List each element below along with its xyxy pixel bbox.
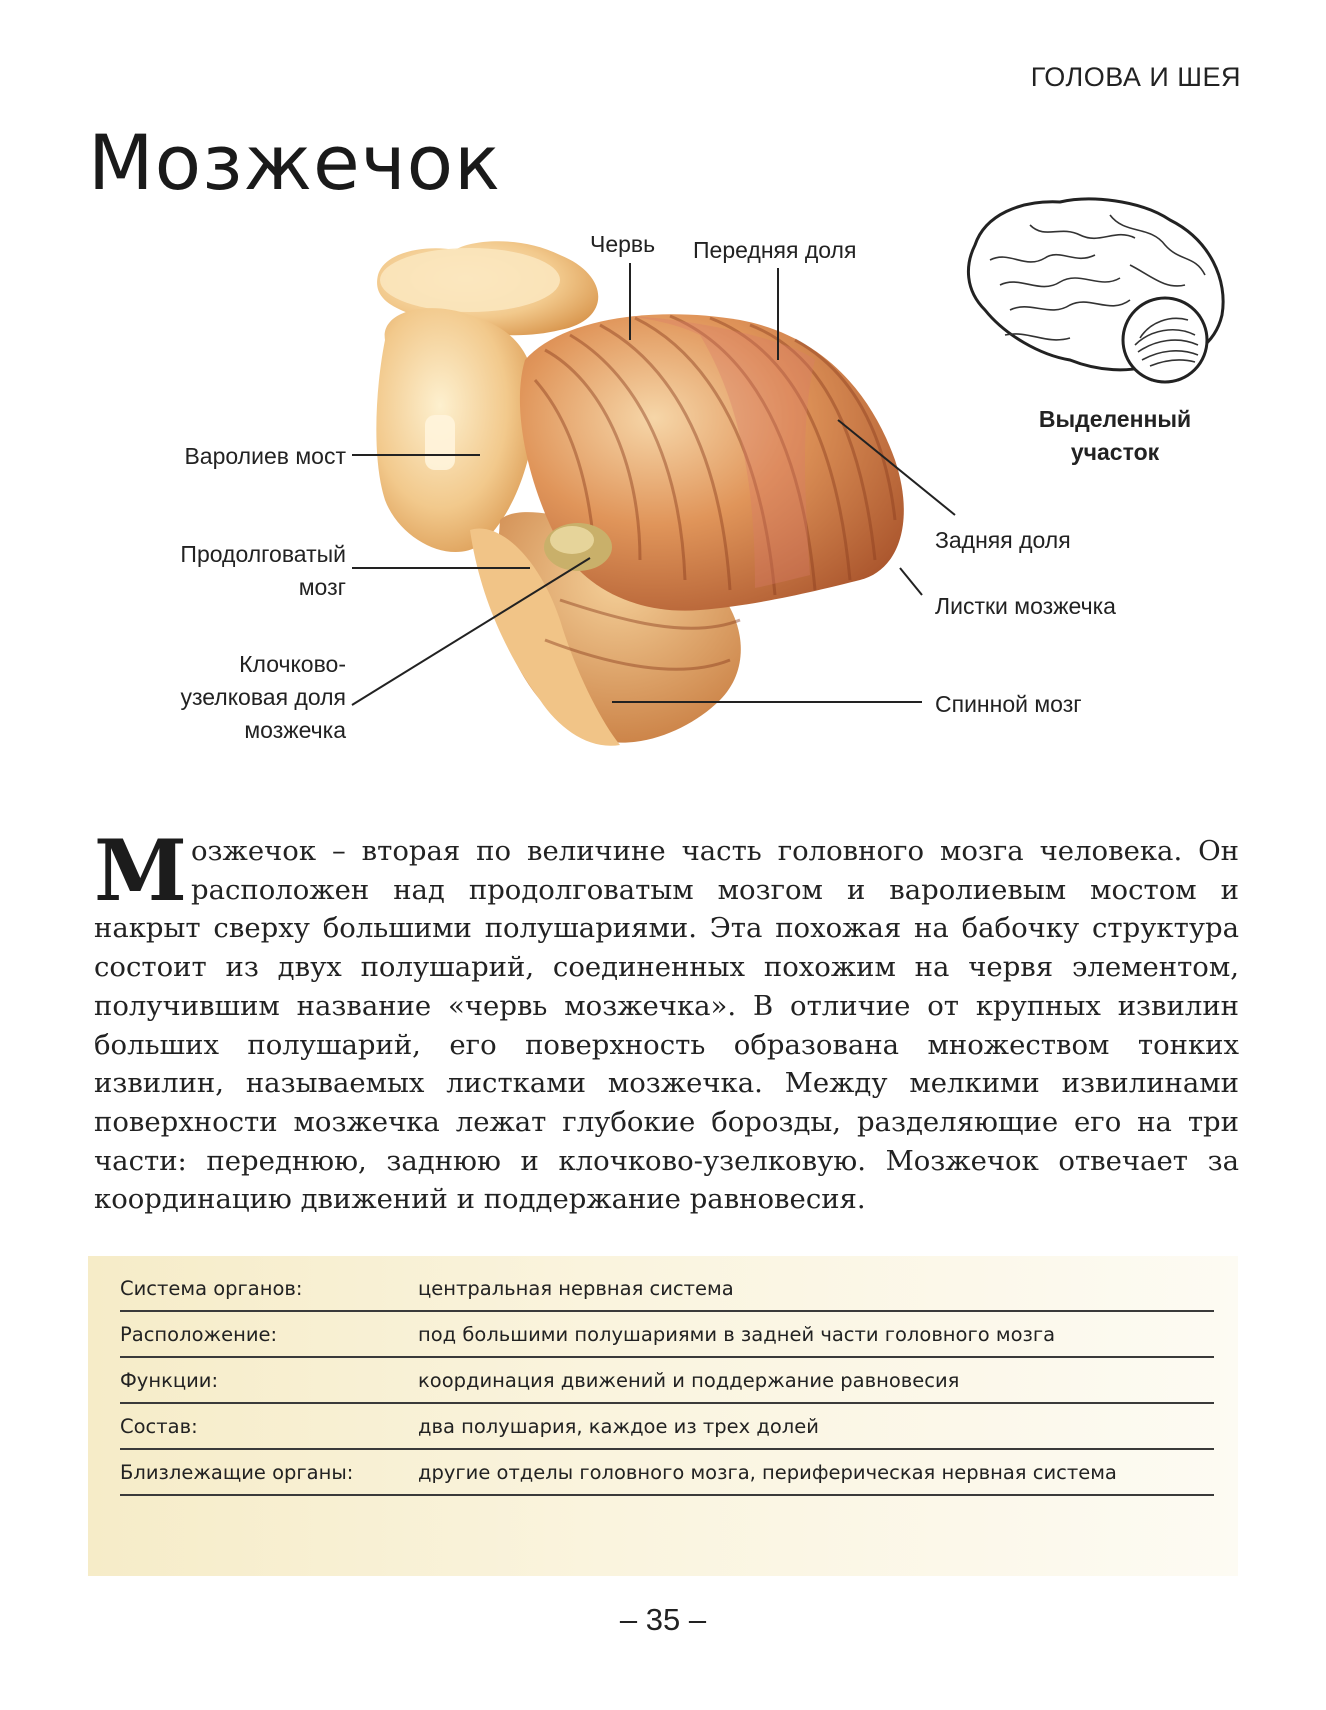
- section-header: ГОЛОВА И ШЕЯ: [1030, 62, 1241, 92]
- table-value: два полушария, каждое из трех долей: [418, 1403, 1214, 1449]
- label-flocculo-line1: Клочково-: [239, 651, 346, 677]
- label-medulla-line1: Продолговатый: [180, 541, 346, 567]
- table-row: [120, 1357, 1214, 1403]
- label-flocculo-line2: узелковая доля: [180, 684, 346, 710]
- label-pons: Варолиев мост: [184, 443, 346, 469]
- body-paragraph: [94, 821, 1239, 1219]
- label-folia: Листки мозжечка: [935, 593, 1116, 619]
- label-medulla-line2: мозг: [298, 574, 346, 600]
- table-row: [120, 1311, 1214, 1357]
- label-vermis: Червь: [590, 231, 656, 257]
- info-table: [120, 1266, 1214, 1496]
- table-key: Функции:: [120, 1357, 418, 1403]
- table-value: под большими полушариями в задней части головного мозга: [418, 1311, 1214, 1357]
- cerebellum-figure: [0, 0, 1326, 800]
- dropcap: М: [94, 821, 187, 920]
- page-title: Мозжечок: [88, 118, 502, 207]
- table-row: [120, 1266, 1214, 1311]
- table-value: другие отделы головного мозга, периферическая нервная система: [418, 1449, 1214, 1495]
- inset-caption: Выделенный участок: [1038, 406, 1192, 465]
- table-row: [120, 1449, 1214, 1495]
- label-posterior-lobe: Задняя доля: [935, 527, 1071, 553]
- table-value: координация движений и поддержание равновесия: [418, 1357, 1214, 1403]
- page-number: – 35 –: [619, 1602, 707, 1637]
- table-key: Расположение:: [120, 1311, 418, 1357]
- label-flocculonodular-lobe: [110, 648, 346, 747]
- label-spinal-cord: Спинной мозг: [935, 691, 1082, 717]
- brain-inset-icon: [968, 199, 1223, 382]
- table-row: [120, 1403, 1214, 1449]
- body-text: озжечок – вторая по величине часть головного мозга человека. Он расположен над продолговатым мозгом и варолиевым мостом и накрыт сверху большими полушариями. Эта похожая на бабочку структура состоит из двух полушарий, соединенных похожим на червя элементом, получившим название «червь мозжечка». В отличие от крупных извилин больших полушарий, его поверхность образована множеством тонких извилин, называемых листками мозжечка. Между мелкими извилинами поверхности мозжечка лежат глубокие борозды, разделяющие его на три части: переднюю, заднюю и клочково-узелковую. Мозжечок отвечает за координацию движений и поддержание равновесия.: [94, 835, 1239, 1216]
- label-medulla: [110, 538, 346, 604]
- label-anterior-lobe: Передняя доля: [693, 237, 857, 263]
- leader-line: [900, 568, 922, 595]
- table-key: Состав:: [120, 1403, 418, 1449]
- table-key: Близлежащие органы:: [120, 1449, 418, 1495]
- table-key: Система органов:: [120, 1266, 418, 1311]
- info-box: [88, 1256, 1238, 1576]
- table-value: центральная нервная система: [418, 1266, 1214, 1311]
- label-flocculo-line3: мозжечка: [244, 717, 346, 743]
